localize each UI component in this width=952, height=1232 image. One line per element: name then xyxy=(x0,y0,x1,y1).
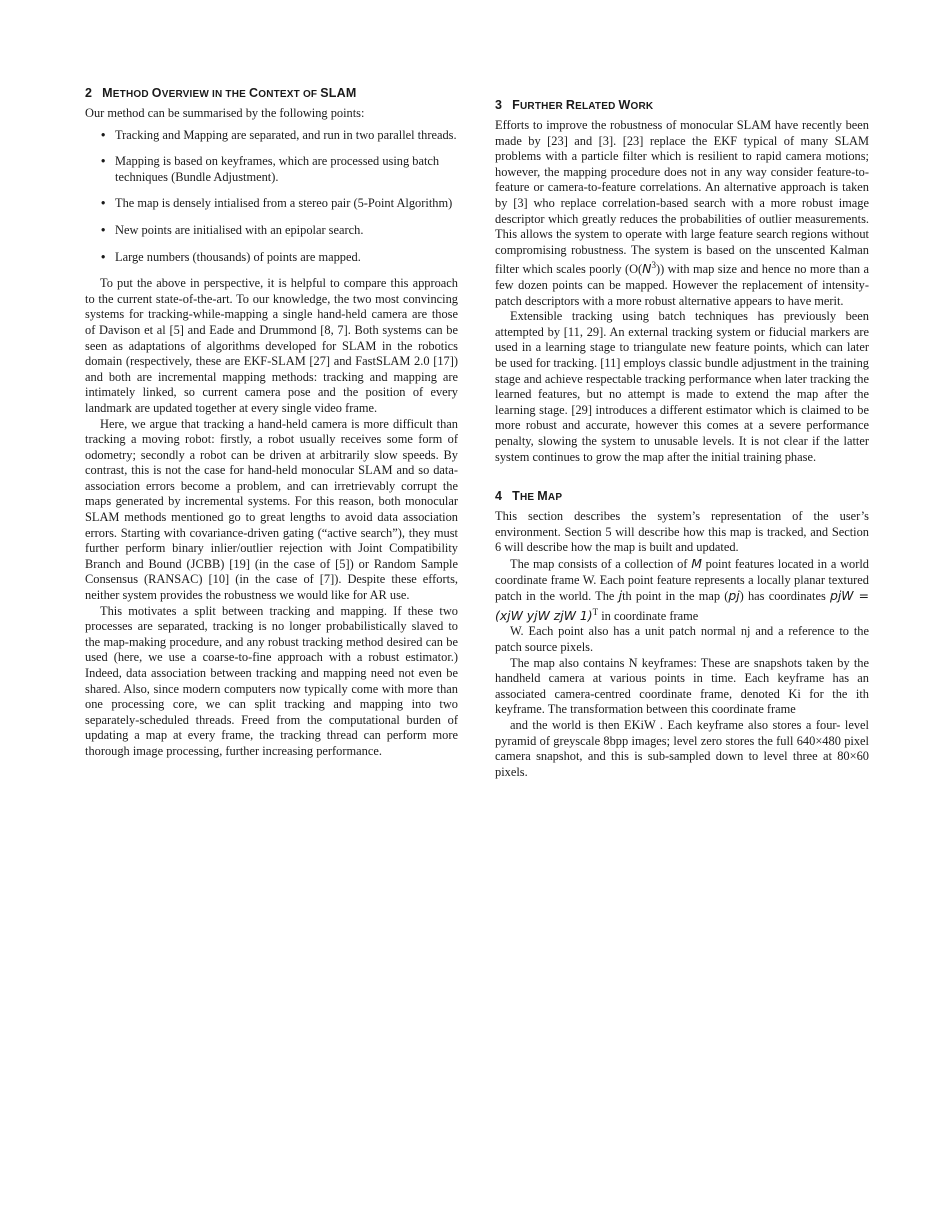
right-column xyxy=(495,98,869,780)
section-3-number: 3 xyxy=(495,98,503,112)
paragraph-text: th point in the map ( xyxy=(622,589,729,604)
bullet-icon: • xyxy=(101,249,106,264)
section-4-heading xyxy=(495,489,869,503)
heading-cap: O xyxy=(151,86,162,100)
heading-cap: R xyxy=(565,98,576,112)
section-4-paragraph: and the world is then EKiW . Each keyframe also stores a four- level pyramid of greyscale 8bpp images; level zero stores the full 640×480 pixel camera snapshot, and this is sub-sampled down to level three at 80×60 pixels. xyxy=(495,718,869,779)
math-symbol: pj xyxy=(728,588,740,604)
bullet-icon: • xyxy=(101,127,106,142)
section-2-paragraph: This motivates a split between tracking and mapping. If these two processes are separated, tracking is no longer probabilistically slaved to the map-making procedure, and any robust tracking method desired can be used (here, we use a coarse-to-fine approach with a robust estimator.) Indeed, data association between tracking and mapping need not even be shared. Also, since modern computers now typically come with more than one processing core, we can split tracking and mapping into two separately-scheduled threads. Freed from the computational burden of updating a map at every frame, the tracking thread can perform more thorough image processing, further increasing performance. xyxy=(85,603,458,758)
section-2-number: 2 xyxy=(85,86,93,100)
heading-smallcaps: VERVIEW IN THE xyxy=(161,89,249,100)
paragraph-text: )) with map size and hence no more than a few dozen points can be mapped. However the replacement of intensity-patch descriptors with a more robust alternative appears to have merit. xyxy=(495,262,869,308)
math-symbol: N xyxy=(642,261,652,277)
list-item xyxy=(85,196,458,212)
section-3-paragraph xyxy=(495,118,869,309)
math-equation: pjW = (xjW yjW zjW 1) xyxy=(495,588,869,623)
bullet-icon: • xyxy=(101,222,106,237)
section-4-paragraph: The map also contains N keyframes: These are snapshots taken by the handheld camera at various points in time. Each keyframe has an associated camera-centred coordinate frame, denoted Ki for the ith keyframe. The transformation between this coordinate frame xyxy=(495,655,869,717)
section-2-paragraph: To put the above in perspective, it is helpful to compare this approach to the current state-of-the-art. To our knowledge, the two most convincing systems for tracking-while-mapping a single hand-held camera are those of Davison et al [5] and Eade and Drummond [8, 7]. Both systems can be seen as adaptations of algorithms developed for SLAM in the robotics domain (respectively, these are EKF-SLAM [27] and FastSLAM 2.0 [17]) and both are incremental mapping methods: tracking and mapping are intimately linked, so current camera pose and the position of every landmark are updated together at every single video frame. xyxy=(85,276,458,415)
paragraph-text: point features located in a world coordinate frame W. Each point feature represents a locally planar textured patch in the world. The xyxy=(495,556,869,604)
list-item xyxy=(85,223,458,239)
list-item xyxy=(85,128,458,144)
section-2-heading xyxy=(85,86,458,100)
heading-smallcaps: ETHOD xyxy=(112,89,152,100)
list-item-text: Large numbers (thousands) of points are mapped. xyxy=(115,249,361,264)
heading-smallcaps: ELATED xyxy=(575,101,619,112)
left-column xyxy=(85,86,458,760)
section-4-paragraph: This section describes the system’s representation of the user’s environment. Section 5 will describe how this map is tracked, and Section 6 will describe how the map is built and updated. xyxy=(495,509,869,555)
heading-cap: M xyxy=(102,86,113,100)
heading-cap: F xyxy=(512,98,520,112)
heading-smallcaps: AP xyxy=(547,492,563,504)
section-2-paragraph: Here, we argue that tracking a hand-held camera is more difficult than tracking a moving robot: firstly, a robot usually receives some form of odometry; secondly a robot can be driven at arbitrarily slow speeds. By contrast, this is not the case for hand-held monocular SLAM and so data-association errors become a problem, and can irretrievably corrupt the maps generated by incremental systems. For this reason, both monocular SLAM methods mentioned go to great lengths to avoid data association errors. Starting with covariance-driven gating (“active search”), they must further perform binary inlier/outlier rejection with Joint Compatibility Branch and Bound (JCBB) [19] (in the case of [5]) or Random Sample Consensus (RANSAC) [10] (in the case of [7]). Despite these efforts, neither system provides the robustness we would like for AR use. xyxy=(85,416,458,603)
paragraph-text: in coordinate frame xyxy=(598,608,699,623)
math-exponent: 3 xyxy=(651,260,656,271)
list-item-text: The map is densely intialised from a stereo pair (5-Point Algorithm) xyxy=(115,196,453,211)
section-3-paragraph: Extensible tracking using batch techniques has previously been attempted by [11, 29]. An external tracking system or fiducial markers are used in a learning stage to triangulate new feature points, which can later be used for tracking. [11] employs classic bundle adjustment in the training stage and achieve respectable tracking performance when later tracking the learned features, but no attempt is made to extend the map after the learning stage. [29] introduces a different estimator which is claimed to be more robust and accurate, however this comes at a severe performance penalty, slowing the system to unusable levels. It is not clear if the latter system continues to grow the map after the initial training phase. xyxy=(495,309,869,464)
math-symbol: j xyxy=(618,588,623,604)
heading-smallcaps: HE xyxy=(520,492,538,504)
section-2-intro: Our method can be summarised by the following points: xyxy=(85,106,365,120)
heading-smallcaps: URTHER xyxy=(520,101,566,112)
list-item-text: Tracking and Mapping are separated, and run in two parallel threads. xyxy=(115,127,457,142)
bullet-icon: • xyxy=(101,154,106,169)
section-4-number: 4 xyxy=(495,489,503,504)
paragraph-text: ) has coordinates xyxy=(739,589,830,604)
heading-cap: C xyxy=(248,86,259,100)
math-exponent: T xyxy=(592,606,599,617)
method-points-list xyxy=(85,128,458,266)
section-4-paragraph: W. Each point also has a unit patch normal nj and a reference to the patch source pixels. xyxy=(495,624,869,655)
math-symbol: M xyxy=(691,555,702,571)
section-4-paragraph xyxy=(495,556,869,625)
list-item-text: Mapping is based on keyframes, which are processed using batch techniques (Bundle Adjustment). xyxy=(115,154,440,184)
section-gap xyxy=(495,465,869,489)
bullet-icon: • xyxy=(101,196,106,211)
list-item xyxy=(85,154,458,185)
heading-cap: M xyxy=(537,489,548,504)
heading-cap: W xyxy=(618,98,631,112)
paragraph-text: The map consists of a collection of xyxy=(510,556,692,571)
heading-smallcaps: ONTEXT OF xyxy=(258,89,321,100)
heading-smallcaps: ORK xyxy=(630,101,654,112)
section-3-heading xyxy=(495,98,869,112)
heading-cap: T xyxy=(512,489,520,504)
list-item-text: New points are initialised with an epipolar search. xyxy=(115,222,364,237)
heading-cap: SLAM xyxy=(320,86,357,100)
paragraph-text: Efforts to improve the robustness of monocular SLAM have recently been made by [23] and [3]. [23] replace the EKF typical of many SLAM problems with a particle filter which is resilient to rapid camera motions; however, the mapping procedure does not in any way consider feature-to-feature or camera-to-feature correlations. An alternative approach is taken by [3] who replace correlation-based search with a more robust image descriptor which greatly reduces the probabilities of outlier measurements. This allows the system to operate with large feature search regions without compromising robustness. The system is based on the unscented Kalman filter which scales poorly (O( xyxy=(495,118,869,277)
list-item xyxy=(85,250,458,266)
